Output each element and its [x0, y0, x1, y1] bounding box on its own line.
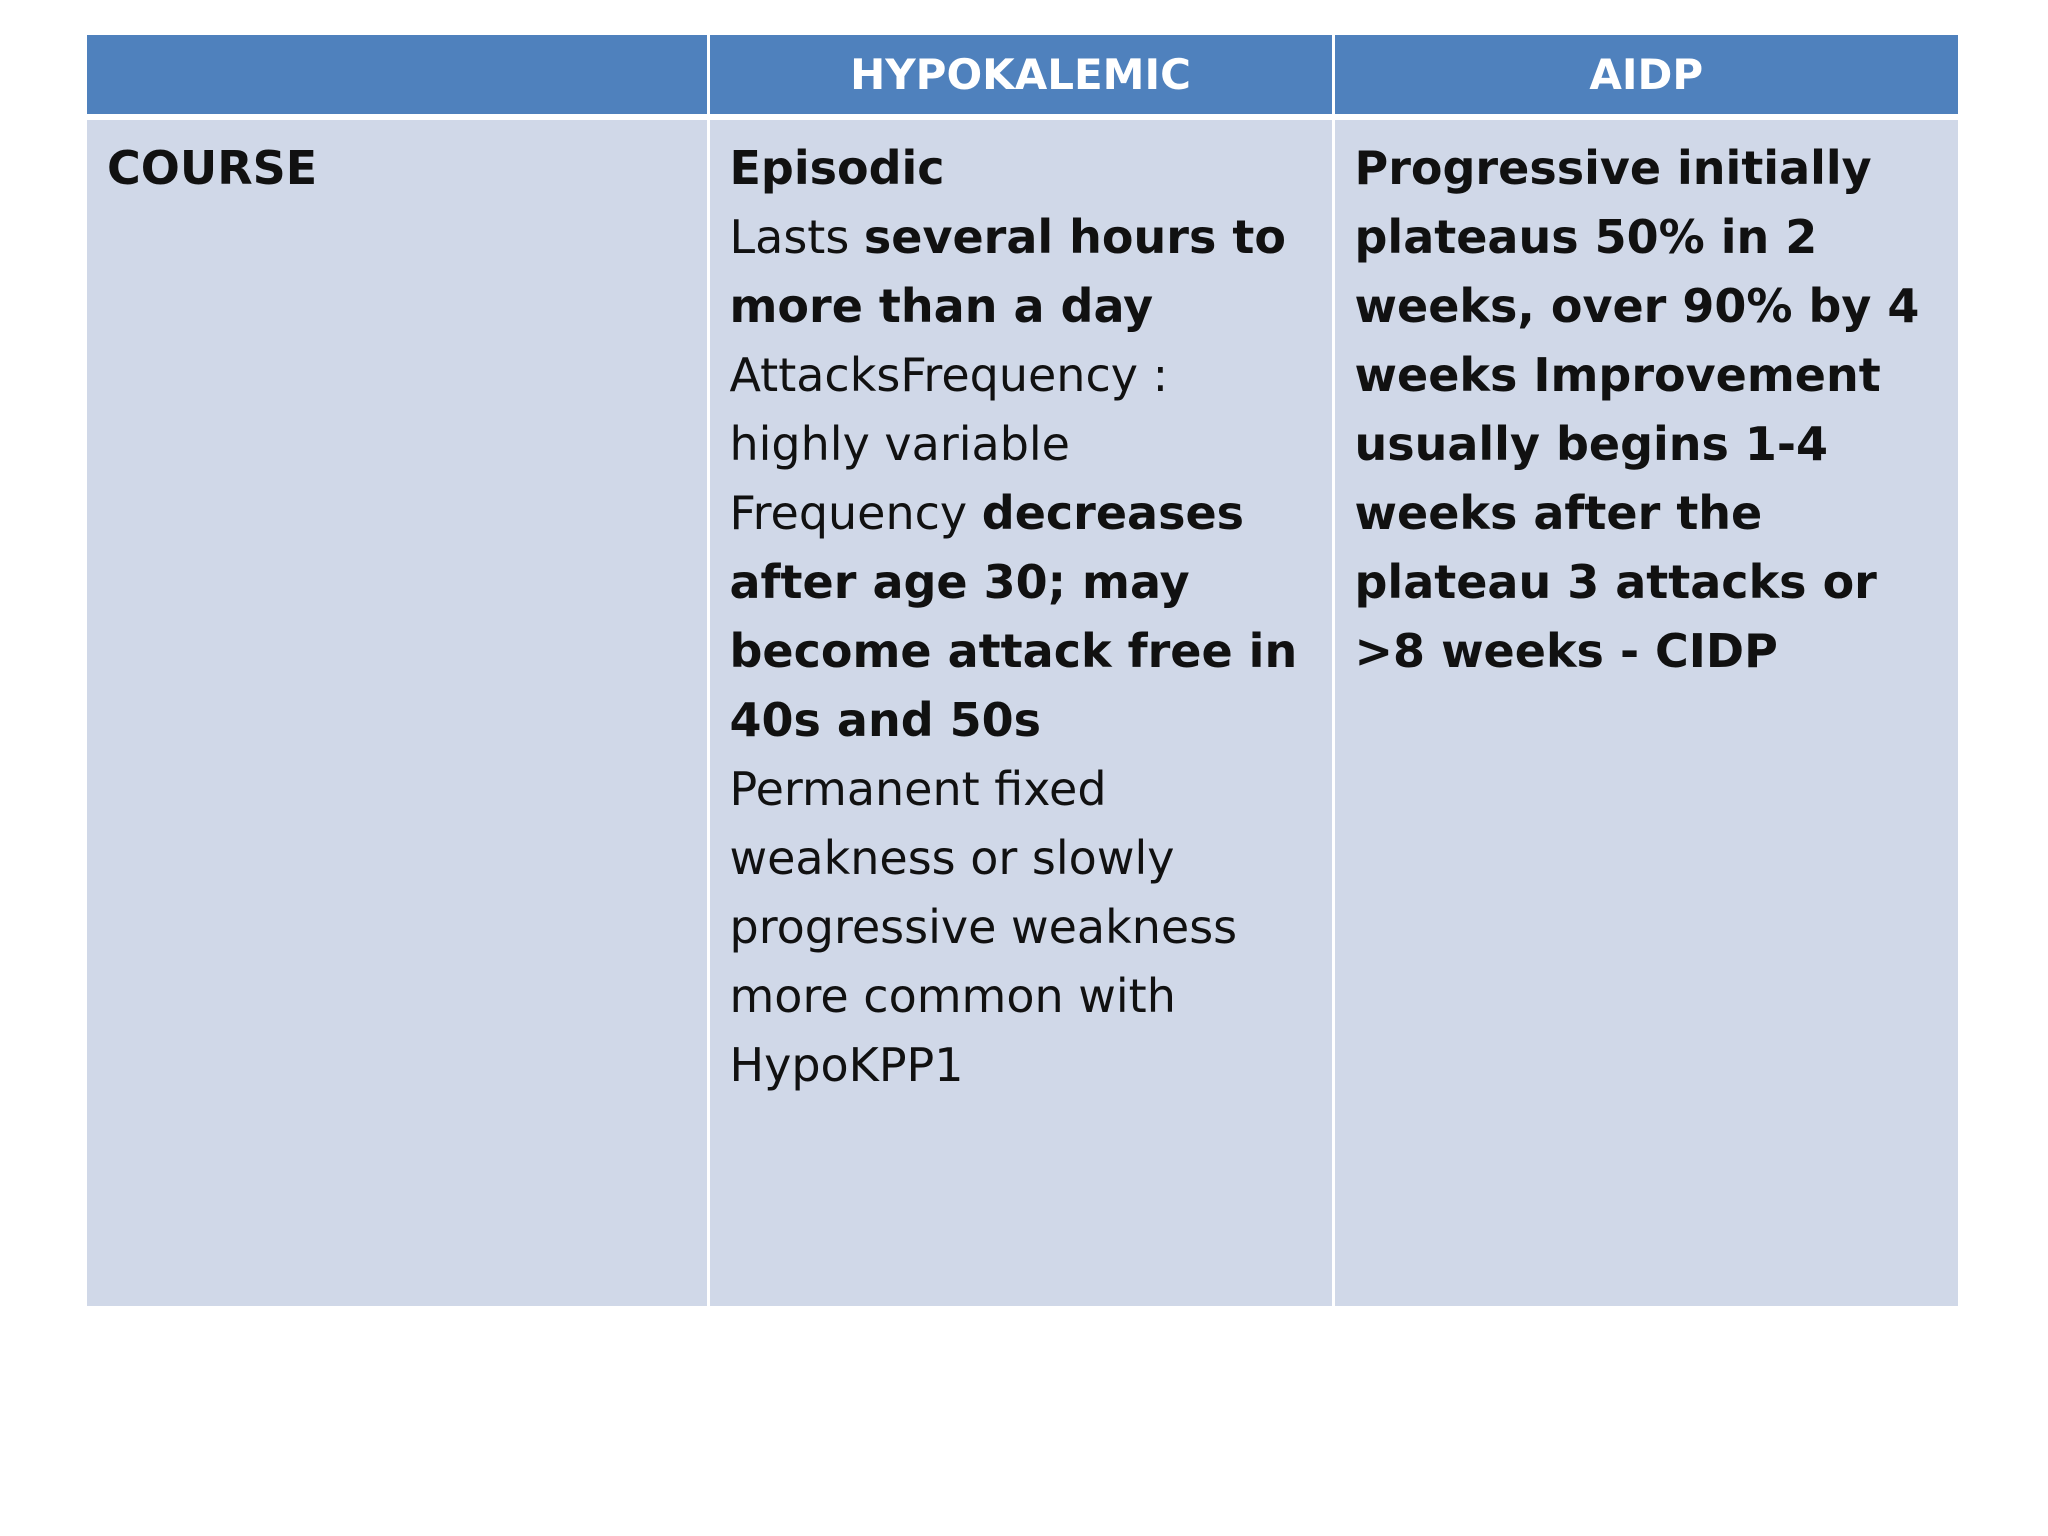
duration-plain: Lasts	[729, 210, 864, 264]
header-hypokalemic: HYPOKALEMIC	[708, 35, 1333, 117]
duration-bold: several hours to more than a day	[729, 210, 1286, 333]
hypokalemic-duration	[730, 203, 1312, 341]
comparison-table	[87, 35, 1958, 1306]
course-label: COURSE	[107, 141, 318, 195]
row-label-course	[87, 117, 708, 1306]
hypokalemic-permanent-weakness: Permanent fixed weakness or slowly progressive weakness more common with HypoKPP1	[729, 762, 1238, 1092]
cell-hypokalemic	[708, 117, 1333, 1306]
hypokalemic-frequency-age	[730, 479, 1312, 755]
hypokalemic-attack-frequency: AttacksFrequency : highly variable	[729, 348, 1169, 471]
hypokalemic-episodic: Episodic	[729, 141, 945, 195]
header-row	[87, 35, 1958, 117]
header-empty	[87, 35, 708, 117]
aidp-course-text: Progressive initially plateaus 50% in 2 weeks, over 90% by 4 weeks Improvement usually begins 1-4 weeks after the plateau 3 attacks or >8 weeks - CIDP	[1354, 141, 1920, 678]
frequency-bold: decreases after age 30; may become attack free in 40s and 50s	[729, 486, 1298, 747]
cell-aidp	[1333, 117, 1958, 1306]
frequency-plain: Frequency	[729, 486, 982, 540]
header-aidp: AIDP	[1333, 35, 1958, 117]
table-row	[87, 117, 1958, 1306]
